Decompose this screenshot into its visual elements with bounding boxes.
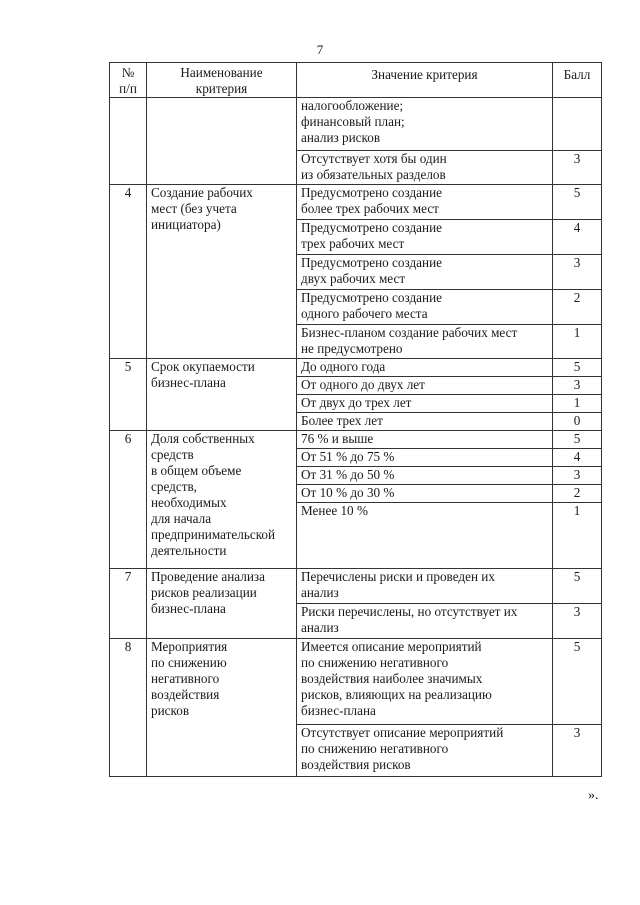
header-num-text: № п/п [119,65,137,96]
row-value [297,325,553,359]
row-value [297,569,553,604]
row-value [297,604,553,639]
table-row [110,98,602,151]
table-row [110,431,602,449]
row-value [297,220,553,255]
row-value [297,290,553,325]
table-row [110,185,602,220]
row-value-text: Отсутствует описание мероприятий по снижению негативного воздействия рисков [301,725,504,772]
row-name [147,359,297,431]
closing-quote-mark: ». [588,788,599,803]
row-score: 3 [553,255,602,290]
row-score: 5 [553,639,602,725]
row-name [147,639,297,777]
row-score: 3 [553,151,602,185]
row-name-text: Проведение анализа рисков реализации бизнес-плана [151,569,265,616]
page-number: 7 [316,42,324,57]
row-score: 0 [553,413,602,431]
row-score [553,98,602,151]
row-value [297,98,553,151]
criteria-table [109,62,602,777]
row-value-text: Бизнес-планом создание рабочих мест не предусмотрено [301,325,518,356]
row-num: 6 [110,431,147,569]
row-score: 1 [553,325,602,359]
row-value [297,725,553,777]
row-value-text: Отсутствует хотя бы один из обязательных разделов [301,151,447,182]
row-value: От 31 % до 50 % [297,467,553,485]
row-score: 5 [553,359,602,377]
row-value-text: Предусмотрено создание двух рабочих мест [301,255,442,286]
row-score: 5 [553,185,602,220]
row-score: 4 [553,220,602,255]
row-value [297,151,553,185]
row-score: 1 [553,395,602,413]
row-name [147,185,297,359]
row-value-text: Риски перечислены, но отсутствует их анализ [301,604,518,635]
row-value-text: Перечислены риски и проведен их анализ [301,569,495,600]
table-header-row [110,63,602,98]
row-value-text: Имеется описание мероприятий по снижению негативного воздействия наиболее значимых рисков, влияющих на реализацию бизнес-плана [301,639,492,718]
row-value: От 10 % до 30 % [297,485,553,503]
header-value [297,63,553,98]
row-score: 4 [553,449,602,467]
row-value: От 51 % до 75 % [297,449,553,467]
row-value [297,639,553,725]
header-score [553,63,602,98]
row-name [147,98,297,185]
row-score: 2 [553,290,602,325]
row-score: 3 [553,604,602,639]
row-score: 3 [553,725,602,777]
row-name-text: Доля собственных средств в общем объеме средств, необходимых для начала предпринимательской деятельности [151,431,276,558]
header-value-text: Значение критерия [371,67,478,82]
row-value: До одного года [297,359,553,377]
row-value-text: Предусмотрено создание более трех рабочих мест [301,185,442,216]
row-value-text: Предусмотрено создание трех рабочих мест [301,220,442,251]
row-value: От одного до двух лет [297,377,553,395]
row-value: Более трех лет [297,413,553,431]
row-score: 3 [553,377,602,395]
table-row [110,639,602,725]
row-value: Менее 10 % [297,503,553,569]
header-name [147,63,297,98]
table-row [110,569,602,604]
row-num: 4 [110,185,147,359]
row-score: 1 [553,503,602,569]
header-name-text: Наименование критерия [180,65,263,96]
row-name-text: Создание рабочих мест (без учета инициатора) [151,185,253,232]
row-name-text: Срок окупаемости бизнес-плана [151,359,255,390]
header-num [110,63,147,98]
row-value [297,185,553,220]
row-num [110,98,147,185]
row-value-text: Предусмотрено создание одного рабочего места [301,290,442,321]
row-name-text: Мероприятия по снижению негативного воздействия рисков [151,639,228,718]
row-score: 2 [553,485,602,503]
row-score: 5 [553,569,602,604]
row-value [297,255,553,290]
row-num: 5 [110,359,147,431]
row-name [147,569,297,639]
row-score: 3 [553,467,602,485]
row-value: От двух до трех лет [297,395,553,413]
table-row [110,359,602,377]
row-num: 8 [110,639,147,777]
row-score: 5 [553,431,602,449]
row-name [147,431,297,569]
row-value: 76 % и выше [297,431,553,449]
row-value-text: налогообложение; финансовый план; анализ рисков [301,98,405,145]
row-num: 7 [110,569,147,639]
header-score-text: Балл [563,67,591,82]
